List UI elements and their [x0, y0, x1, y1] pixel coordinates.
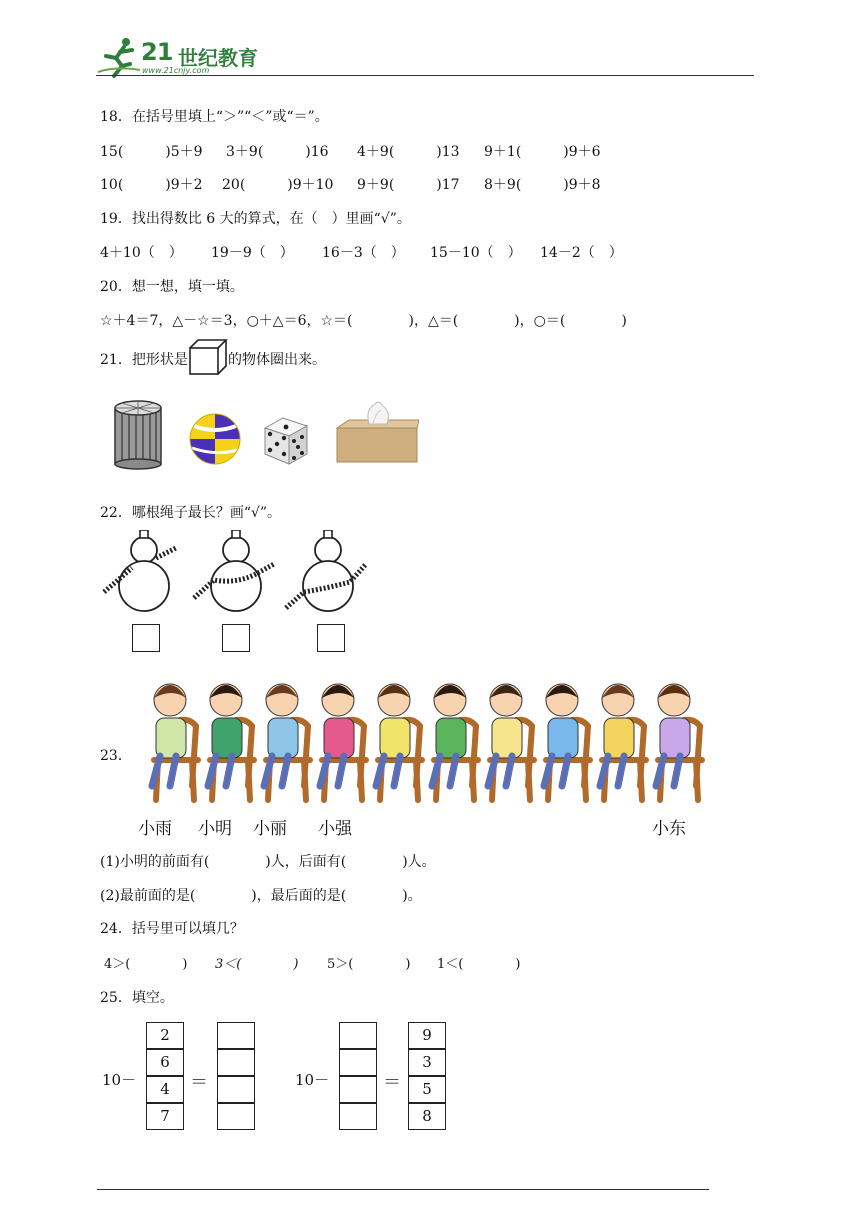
child-figure — [320, 684, 366, 800]
q21-suffix: 的物体圈出来。 — [228, 352, 326, 368]
child-figure — [208, 684, 254, 800]
child-figure — [600, 684, 646, 800]
q20-title: 20．想一想，填一填。 — [100, 279, 244, 295]
child-name-label: 小东 — [652, 819, 686, 839]
cylinder-bin-image — [112, 400, 164, 470]
q19-item: 16－3（ ） — [322, 245, 405, 261]
q18-item: 15( )5＋9 — [100, 144, 203, 160]
left-answer-cell[interactable] — [217, 1049, 255, 1076]
right-answer-cell[interactable] — [339, 1103, 377, 1130]
q18-item: 20( )9＋10 — [222, 177, 334, 193]
child-figure — [488, 684, 534, 800]
left-answer-cell[interactable] — [217, 1022, 255, 1049]
right-value-cell: 9 — [408, 1022, 446, 1049]
q19-item: 14－2（ ） — [540, 245, 623, 261]
equals-sign: ＝ — [383, 1072, 401, 1093]
right-value-cell: 5 — [408, 1076, 446, 1103]
q18-item: 4＋9( )13 — [357, 144, 460, 160]
q21-prefix: 21．把形状是 — [100, 352, 188, 368]
q18-title: 18．在括号里填上“＞”“＜”或“＝”。 — [100, 109, 329, 125]
runner-icon — [96, 36, 142, 78]
right-value-cell: 3 — [408, 1049, 446, 1076]
child-name-label: 小雨 — [138, 819, 172, 839]
left-value-cell: 2 — [146, 1022, 184, 1049]
q24-title: 24．括号里可以填几？ — [100, 921, 244, 937]
q20-line: ☆＋4＝7，△－☆＝3，○＋△＝6，☆＝( )，△＝( )，○＝( ) — [100, 313, 627, 329]
left-expression: 10－ — [102, 1071, 137, 1089]
q24-item: 5＞( ) — [327, 957, 411, 972]
children-on-chairs-image — [128, 664, 726, 808]
child-figure — [152, 684, 198, 800]
header-divider — [96, 75, 754, 76]
q23-sub2: (2)最前面的是( )，最后面的是( )。 — [100, 888, 422, 904]
q19-item: 4＋10（ ） — [100, 245, 183, 261]
q18-item: 10( )9＋2 — [100, 177, 203, 193]
q18-item: 3＋9( )16 — [226, 144, 329, 160]
q23-sub1: (1)小明的前面有( )人，后面有( )人。 — [100, 854, 436, 870]
right-expression: 10－ — [295, 1071, 330, 1089]
cube-icon — [188, 338, 228, 376]
child-figure — [432, 684, 478, 800]
gourd-rope-c — [284, 530, 368, 614]
q24-item: 3＜( ) — [215, 957, 299, 972]
left-value-cell: 7 — [146, 1103, 184, 1130]
q23-number: 23． — [100, 748, 132, 764]
q24-item: 1＜( ) — [437, 957, 521, 972]
child-figure — [376, 684, 422, 800]
ball-image — [188, 412, 242, 466]
logo-number: 21 — [141, 38, 173, 66]
right-answer-cell[interactable] — [339, 1049, 377, 1076]
q18-item: 9＋1( )9＋6 — [484, 144, 601, 160]
child-figure — [544, 684, 590, 800]
logo-text: 世纪教育 — [178, 46, 258, 70]
q18-item: 9＋9( )17 — [357, 177, 460, 193]
answer-box[interactable] — [132, 624, 160, 652]
q25-title: 25．填空。 — [100, 990, 174, 1006]
child-name-label: 小明 — [198, 819, 232, 839]
left-answer-cell[interactable] — [217, 1076, 255, 1103]
child-figure — [656, 684, 702, 800]
answer-box[interactable] — [317, 624, 345, 652]
child-figure — [264, 684, 310, 800]
q24-item: 4＞( ) — [104, 957, 188, 972]
dice-image — [261, 414, 311, 466]
gourd-rope-b — [192, 530, 276, 614]
q19-title: 19．找出得数比 6 大的算式，在（ ）里画“√”。 — [100, 211, 411, 227]
child-name-label: 小强 — [318, 819, 352, 839]
gourd-rope-a — [100, 530, 180, 614]
answer-box[interactable] — [222, 624, 250, 652]
q19-item: 19－9（ ） — [211, 245, 294, 261]
right-value-cell: 8 — [408, 1103, 446, 1130]
tissue-box-image — [335, 400, 419, 464]
right-answer-cell[interactable] — [339, 1022, 377, 1049]
equals-sign: ＝ — [190, 1072, 208, 1093]
child-name-label: 小丽 — [253, 819, 287, 839]
q18-item: 8＋9( )9＋8 — [484, 177, 601, 193]
logo-url: www.21cnjy.com — [142, 66, 210, 75]
site-logo — [96, 36, 266, 80]
q19-item: 15－10（ ） — [430, 245, 522, 261]
right-answer-cell[interactable] — [339, 1076, 377, 1103]
left-value-cell: 4 — [146, 1076, 184, 1103]
q22-title: 22．哪根绳子最长？画“√”。 — [100, 505, 282, 521]
left-value-cell: 6 — [146, 1049, 184, 1076]
footer-divider — [97, 1189, 709, 1190]
left-answer-cell[interactable] — [217, 1103, 255, 1130]
